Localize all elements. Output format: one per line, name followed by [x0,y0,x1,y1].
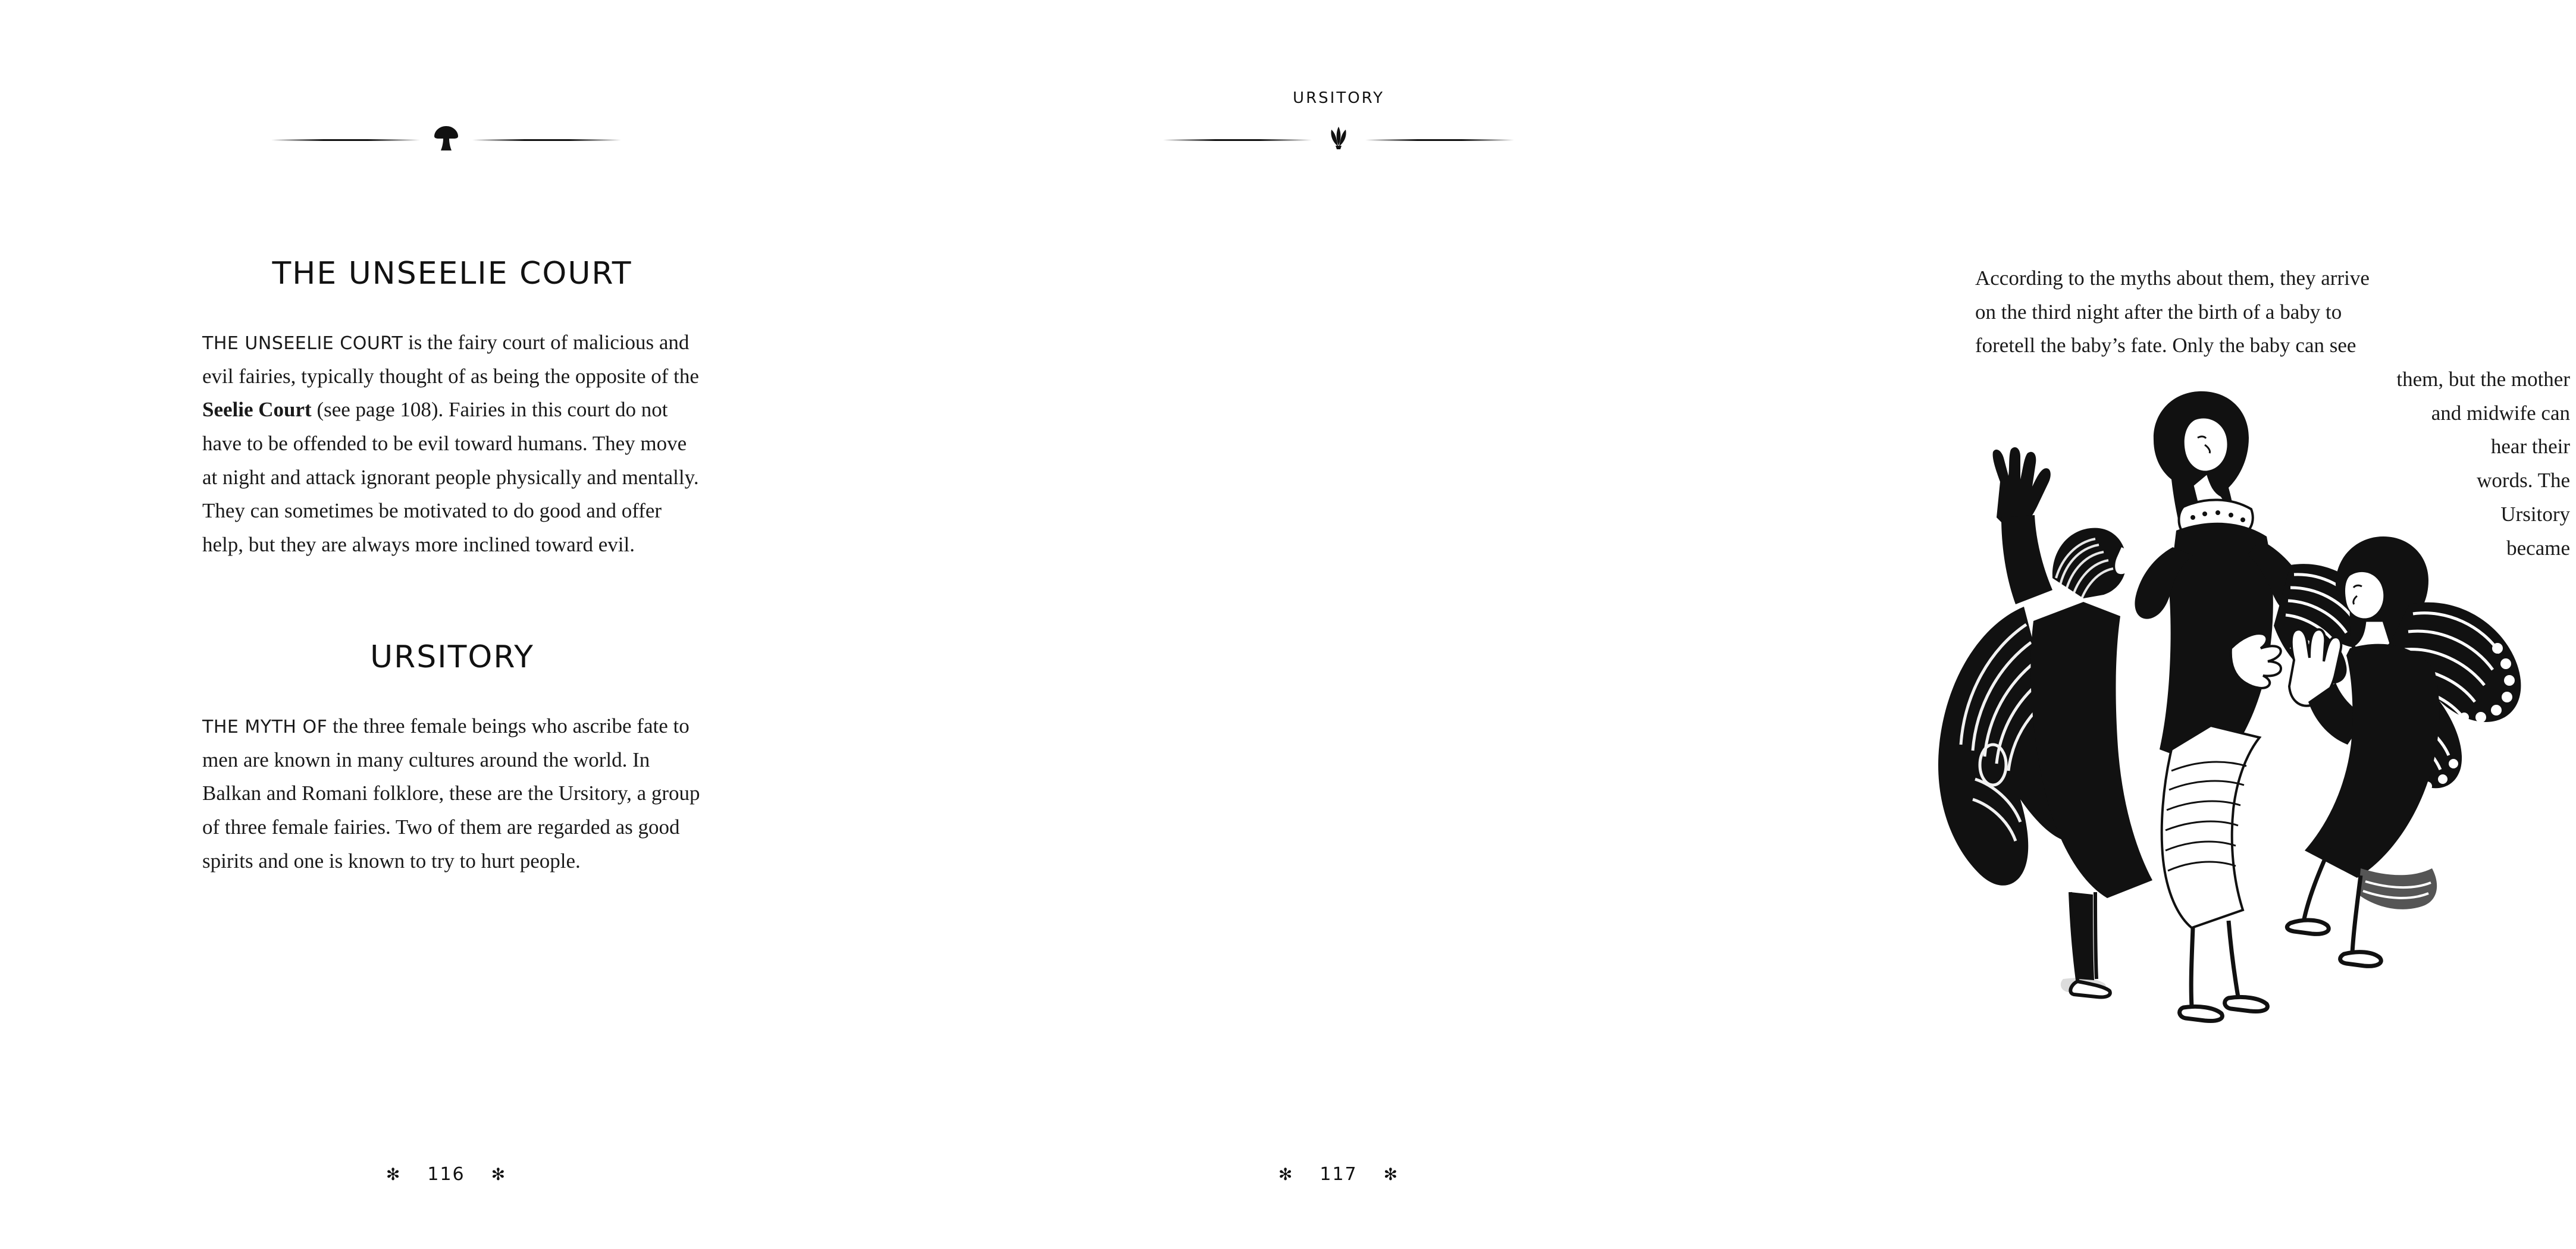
left-page [0,0,892,1249]
body-line-4: them, but the mother [2396,368,2570,391]
ornament-rule-left [0,122,892,158]
folio-star-left-icon-right: ✻ [1278,1164,1294,1184]
folio-star-right-icon: ✻ [491,1164,507,1184]
body-line-7: words. The [2477,469,2570,492]
running-head-right: URSITORY [1293,89,1384,107]
lead-in-ursitory: THE MYTH OF [202,716,328,738]
ornament-rule-right [892,122,1785,158]
lead-in-unseelie: THE UNSEELIE COURT [202,333,403,354]
right-page [892,0,2570,1249]
cross-reference-seelie-court: Seelie Court [202,398,312,422]
ornament-rule-right-line [1163,139,1312,141]
ornament-rule-left-line-2 [472,139,621,141]
body-line-1: According to the myths about them, they arrive [1975,266,2370,290]
flower-ornament-icon [1325,125,1352,155]
mushroom-ornament-icon [433,124,459,156]
body-line-2: on the third night after the birth of a baby to [1975,300,2342,324]
paragraph-ursitory [202,710,702,878]
unseelie-text-part-2: (see page 108). Fairies in this court do not have to be offended to be evil toward humans. They move at night and attack ignorant people physically and mentally. They can sometimes be motivated to do good and offer help, but they are always more inclined toward evil. [202,398,699,557]
ornament-rule-left-line [271,139,420,141]
folio-star-left-icon: ✻ [386,1164,402,1184]
ursitory-text: the three female beings who ascribe fate to men are known in many cultures around the world. In Balkan and Romani folklore, these are the Ursitory, a group of three female fairies. Two of them are regarded as good spirits and one is known to try to hurt people. [202,714,700,873]
folio-star-right-icon-right: ✻ [1383,1164,1399,1184]
page-number-left: 116 [427,1164,465,1185]
ornament-rule-right-line-2 [1365,139,1514,141]
paragraph-unseelie-court [202,326,702,562]
folio-right [892,1164,1785,1185]
body-line-3: foretell the baby’s fate. Only the baby can see [1975,334,2356,357]
page-title-ursitory: URSITORY [370,639,534,675]
folio-left [0,1164,892,1185]
body-line-8: Ursitory [2500,502,2570,526]
body-line-9: became [2506,536,2570,560]
left-text-column [202,256,702,893]
right-page-body-text [1975,262,2570,565]
unseelie-text-part-1: is the fairy court of malicious and evil fairies, typically thought of as being the opposite of the [202,331,699,388]
page-number-right: 117 [1320,1164,1358,1185]
body-line-6: hear their [2490,435,2570,459]
body-line-5: and midwife can [2431,401,2570,425]
page-title-unseelie-court: THE UNSEELIE COURT [272,256,632,291]
